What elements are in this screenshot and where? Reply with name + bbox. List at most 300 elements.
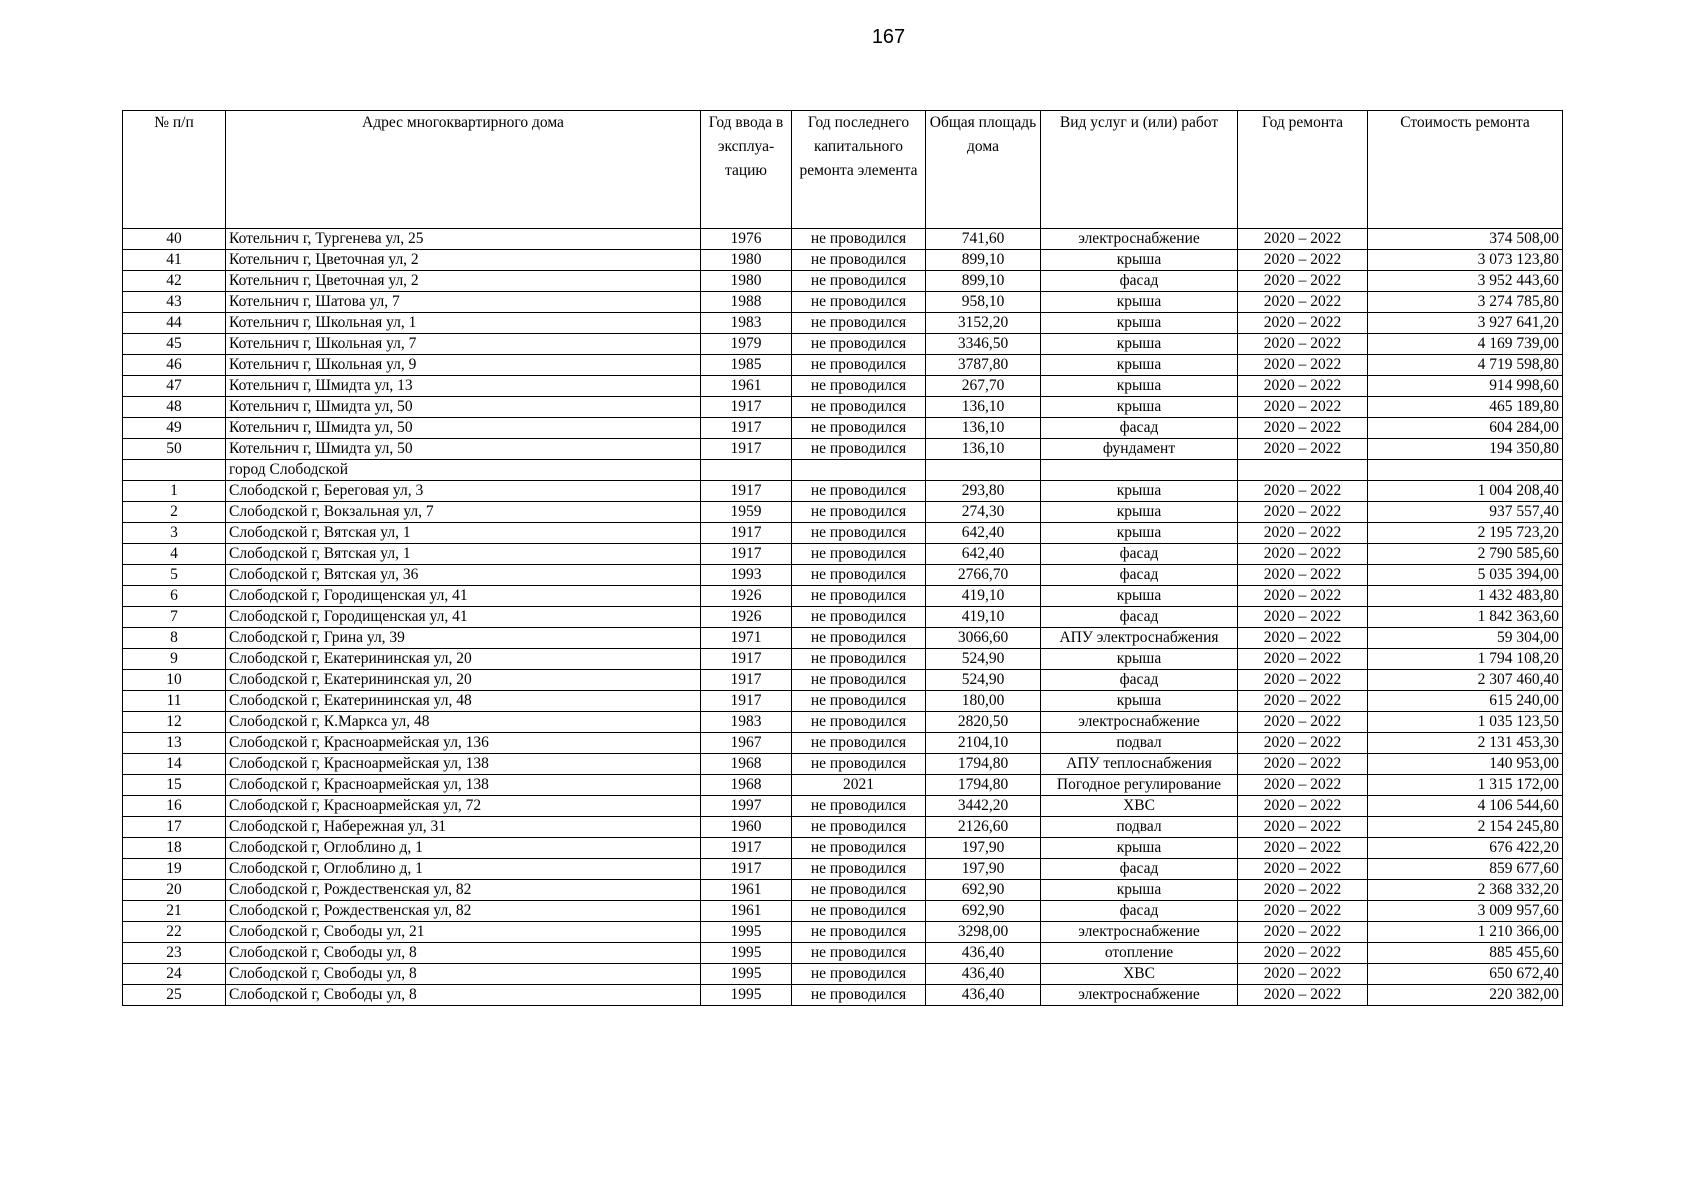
cell-num: 2 bbox=[123, 502, 226, 523]
cell-service: крыша bbox=[1041, 397, 1238, 418]
cell-address: Котельнич г, Шатова ул, 7 bbox=[226, 292, 701, 313]
cell-area: 642,40 bbox=[926, 523, 1041, 544]
cell-cost: 3 952 443,60 bbox=[1368, 271, 1563, 292]
header-address: Адрес многоквартирного дома bbox=[226, 111, 701, 229]
cell-area: 2126,60 bbox=[926, 817, 1041, 838]
cell-repair-year: 2020 – 2022 bbox=[1238, 586, 1368, 607]
cell-last-repair: не проводился bbox=[792, 481, 926, 502]
cell-repair-year: 2020 – 2022 bbox=[1238, 796, 1368, 817]
cell-service: электроснабжение bbox=[1041, 922, 1238, 943]
cell-address: Слободской г, Екатерининская ул, 20 bbox=[226, 670, 701, 691]
cell-service: подвал bbox=[1041, 817, 1238, 838]
cell-year-built: 1976 bbox=[701, 229, 792, 250]
page-number: 167 bbox=[871, 26, 906, 48]
table-row bbox=[123, 985, 1563, 1006]
cell-last-repair: не проводился bbox=[792, 250, 926, 271]
cell-address: Котельнич г, Школьная ул, 7 bbox=[226, 334, 701, 355]
cell-cost: 937 557,40 bbox=[1368, 502, 1563, 523]
cell-service: электроснабжение bbox=[1041, 712, 1238, 733]
table-row bbox=[123, 964, 1563, 985]
cell-num: 50 bbox=[123, 439, 226, 460]
cell-service: крыша bbox=[1041, 691, 1238, 712]
cell-repair-year: 2020 – 2022 bbox=[1238, 418, 1368, 439]
cell-cost: 140 953,00 bbox=[1368, 754, 1563, 775]
cell-year-built: 1979 bbox=[701, 334, 792, 355]
cell-year-built: 1917 bbox=[701, 418, 792, 439]
section-header bbox=[123, 460, 1563, 481]
cell-num: 45 bbox=[123, 334, 226, 355]
cell-year-built: 1926 bbox=[701, 607, 792, 628]
header-num: № п/п bbox=[123, 111, 226, 229]
cell-last-repair: не проводился bbox=[792, 649, 926, 670]
table-row bbox=[123, 607, 1563, 628]
table-row bbox=[123, 712, 1563, 733]
cell-year-built: 1917 bbox=[701, 670, 792, 691]
cell-last-repair: не проводился bbox=[792, 712, 926, 733]
cell-area: 3346,50 bbox=[926, 334, 1041, 355]
cell-service: крыша bbox=[1041, 502, 1238, 523]
cell-service: фасад bbox=[1041, 565, 1238, 586]
cell-area: 274,30 bbox=[926, 502, 1041, 523]
cell-service: крыша bbox=[1041, 334, 1238, 355]
cell-cost: 4 169 739,00 bbox=[1368, 334, 1563, 355]
cell-last-repair: не проводился bbox=[792, 880, 926, 901]
cell-cost: 1 210 366,00 bbox=[1368, 922, 1563, 943]
cell-cost: 4 106 544,60 bbox=[1368, 796, 1563, 817]
cell-num: 16 bbox=[123, 796, 226, 817]
cell-num: 9 bbox=[123, 649, 226, 670]
cell-area: 692,90 bbox=[926, 880, 1041, 901]
cell-address: Котельнич г, Цветочная ул, 2 bbox=[226, 250, 701, 271]
cell-num: 7 bbox=[123, 607, 226, 628]
cell-service: фасад bbox=[1041, 544, 1238, 565]
cell-last-repair: не проводился bbox=[792, 859, 926, 880]
cell-repair-year: 2020 – 2022 bbox=[1238, 439, 1368, 460]
cell-year-built: 1988 bbox=[701, 292, 792, 313]
cell-address: Слободской г, Свободы ул, 21 bbox=[226, 922, 701, 943]
cell-last-repair: не проводился bbox=[792, 607, 926, 628]
cell-area: 267,70 bbox=[926, 376, 1041, 397]
cell-address: Слободской г, Рождественская ул, 82 bbox=[226, 880, 701, 901]
cell-cost: 2 195 723,20 bbox=[1368, 523, 1563, 544]
cell-year-built: 1917 bbox=[701, 691, 792, 712]
cell-address: Слободской г, К.Маркса ул, 48 bbox=[226, 712, 701, 733]
cell-service: крыша bbox=[1041, 880, 1238, 901]
cell-num: 17 bbox=[123, 817, 226, 838]
cell-repair-year: 2020 – 2022 bbox=[1238, 334, 1368, 355]
cell-area: 419,10 bbox=[926, 586, 1041, 607]
cell-service: фасад bbox=[1041, 271, 1238, 292]
cell-year-built: 1961 bbox=[701, 376, 792, 397]
cell-cost: 650 672,40 bbox=[1368, 964, 1563, 985]
cell-year-built: 1961 bbox=[701, 880, 792, 901]
section-row bbox=[123, 460, 1563, 481]
table-row bbox=[123, 271, 1563, 292]
cell-service: АПУ теплоснабжения bbox=[1041, 754, 1238, 775]
cell-last-repair: не проводился bbox=[792, 376, 926, 397]
cell-area: 741,60 bbox=[926, 229, 1041, 250]
cell-area: 642,40 bbox=[926, 544, 1041, 565]
cell-last-repair: не проводился bbox=[792, 691, 926, 712]
cell-year-built: 1960 bbox=[701, 817, 792, 838]
table-row bbox=[123, 796, 1563, 817]
header-service: Вид услуг и (или) работ bbox=[1041, 111, 1238, 229]
cell-address: Слободской г, Вятская ул, 1 bbox=[226, 523, 701, 544]
cell-area: 3787,80 bbox=[926, 355, 1041, 376]
cell-service: крыша bbox=[1041, 292, 1238, 313]
cell-repair-year: 2020 – 2022 bbox=[1238, 964, 1368, 985]
cell-service: ХВС bbox=[1041, 964, 1238, 985]
cell-num: 14 bbox=[123, 754, 226, 775]
table-row bbox=[123, 313, 1563, 334]
cell-year-built: 1917 bbox=[701, 649, 792, 670]
cell-year-built: 1968 bbox=[701, 775, 792, 796]
cell-area: 2766,70 bbox=[926, 565, 1041, 586]
cell-cost: 2 131 453,30 bbox=[1368, 733, 1563, 754]
cell-address: Слободской г, Красноармейская ул, 138 bbox=[226, 754, 701, 775]
cell-year-built: 1995 bbox=[701, 964, 792, 985]
cell-repair-year: 2020 – 2022 bbox=[1238, 985, 1368, 1006]
cell-repair-year: 2020 – 2022 bbox=[1238, 397, 1368, 418]
table-row bbox=[123, 229, 1563, 250]
table-header-row bbox=[123, 111, 1563, 229]
table-row bbox=[123, 292, 1563, 313]
cell-last-repair: не проводился bbox=[792, 544, 926, 565]
cell-repair-year: 2020 – 2022 bbox=[1238, 502, 1368, 523]
cell-num: 6 bbox=[123, 586, 226, 607]
cell-area: 524,90 bbox=[926, 649, 1041, 670]
cell-area: 1794,80 bbox=[926, 775, 1041, 796]
table-row bbox=[123, 376, 1563, 397]
cell-num: 12 bbox=[123, 712, 226, 733]
cell-repair-year: 2020 – 2022 bbox=[1238, 355, 1368, 376]
table-row bbox=[123, 565, 1563, 586]
cell-repair-year: 2020 – 2022 bbox=[1238, 292, 1368, 313]
cell-num: 4 bbox=[123, 544, 226, 565]
cell-cost: 2 368 332,20 bbox=[1368, 880, 1563, 901]
cell-area: 524,90 bbox=[926, 670, 1041, 691]
cell-repair-year: 2020 – 2022 bbox=[1238, 691, 1368, 712]
cell-address: Слободской г, Красноармейская ул, 138 bbox=[226, 775, 701, 796]
cell-cost: 615 240,00 bbox=[1368, 691, 1563, 712]
cell-last-repair: не проводился bbox=[792, 439, 926, 460]
cell-cost: 676 422,20 bbox=[1368, 838, 1563, 859]
table-row bbox=[123, 775, 1563, 796]
cell-repair-year: 2020 – 2022 bbox=[1238, 817, 1368, 838]
cell-area: 2820,50 bbox=[926, 712, 1041, 733]
cell-service: фасад bbox=[1041, 670, 1238, 691]
cell-num: 8 bbox=[123, 628, 226, 649]
cell-num: 49 bbox=[123, 418, 226, 439]
cell-year-built: 1983 bbox=[701, 712, 792, 733]
table-row bbox=[123, 418, 1563, 439]
cell-num: 19 bbox=[123, 859, 226, 880]
cell-area: 436,40 bbox=[926, 985, 1041, 1006]
cell-cost: 914 998,60 bbox=[1368, 376, 1563, 397]
header-area: Общая площадь дома bbox=[926, 111, 1041, 229]
header-repair-year: Год ремонта bbox=[1238, 111, 1368, 229]
table-row bbox=[123, 880, 1563, 901]
cell-num: 10 bbox=[123, 670, 226, 691]
table-row bbox=[123, 586, 1563, 607]
cell-last-repair: не проводился bbox=[792, 838, 926, 859]
cell-service: фасад bbox=[1041, 607, 1238, 628]
cell-repair-year: 2020 – 2022 bbox=[1238, 775, 1368, 796]
cell-last-repair: не проводился bbox=[792, 586, 926, 607]
cell-service: отопление bbox=[1041, 943, 1238, 964]
cell-address: Слободской г, Свободы ул, 8 bbox=[226, 964, 701, 985]
cell-address: Слободской г, Свободы ул, 8 bbox=[226, 943, 701, 964]
cell-service: фасад bbox=[1041, 418, 1238, 439]
cell-cost: 1 432 483,80 bbox=[1368, 586, 1563, 607]
cell-service: фасад bbox=[1041, 859, 1238, 880]
cell-address: Слободской г, Екатерининская ул, 20 bbox=[226, 649, 701, 670]
cell-area: 136,10 bbox=[926, 439, 1041, 460]
cell-last-repair: не проводился bbox=[792, 523, 926, 544]
cell-cost: 220 382,00 bbox=[1368, 985, 1563, 1006]
cell-service: фасад bbox=[1041, 901, 1238, 922]
table-row bbox=[123, 901, 1563, 922]
cell-area: 136,10 bbox=[926, 418, 1041, 439]
cell-num: 25 bbox=[123, 985, 226, 1006]
cell-area: 419,10 bbox=[926, 607, 1041, 628]
cell-address: Слободской г, Красноармейская ул, 136 bbox=[226, 733, 701, 754]
table-row bbox=[123, 733, 1563, 754]
cell-num: 18 bbox=[123, 838, 226, 859]
cell-area: 197,90 bbox=[926, 838, 1041, 859]
cell-year-built: 1967 bbox=[701, 733, 792, 754]
cell-year-built: 1917 bbox=[701, 838, 792, 859]
cell-last-repair: не проводился bbox=[792, 964, 926, 985]
cell-address: Котельнич г, Шмидта ул, 50 bbox=[226, 418, 701, 439]
cell-year-built: 1980 bbox=[701, 271, 792, 292]
cell-cost: 3 073 123,80 bbox=[1368, 250, 1563, 271]
cell-repair-year: 2020 – 2022 bbox=[1238, 901, 1368, 922]
cell-service: крыша bbox=[1041, 586, 1238, 607]
cell-address: Слободской г, Екатерининская ул, 48 bbox=[226, 691, 701, 712]
cell-repair-year: 2020 – 2022 bbox=[1238, 712, 1368, 733]
cell-address: Слободской г, Городищенская ул, 41 bbox=[226, 607, 701, 628]
cell-area: 136,10 bbox=[926, 397, 1041, 418]
cell-address: Слободской г, Рождественская ул, 82 bbox=[226, 901, 701, 922]
cell-cost: 1 315 172,00 bbox=[1368, 775, 1563, 796]
cell-area: 958,10 bbox=[926, 292, 1041, 313]
cell-last-repair: не проводился bbox=[792, 502, 926, 523]
cell-num: 44 bbox=[123, 313, 226, 334]
table-row bbox=[123, 250, 1563, 271]
cell-num: 40 bbox=[123, 229, 226, 250]
table-row bbox=[123, 439, 1563, 460]
cell-repair-year: 2020 – 2022 bbox=[1238, 922, 1368, 943]
cell-num: 23 bbox=[123, 943, 226, 964]
cell-address: Слободской г, Городищенская ул, 41 bbox=[226, 586, 701, 607]
cell-area: 2104,10 bbox=[926, 733, 1041, 754]
cell-last-repair: не проводился bbox=[792, 922, 926, 943]
cell-last-repair: не проводился bbox=[792, 985, 926, 1006]
cell-address: Котельнич г, Шмидта ул, 50 bbox=[226, 397, 701, 418]
cell-repair-year: 2020 – 2022 bbox=[1238, 523, 1368, 544]
cell-area: 436,40 bbox=[926, 943, 1041, 964]
cell-cost: 859 677,60 bbox=[1368, 859, 1563, 880]
cell-cost: 5 035 394,00 bbox=[1368, 565, 1563, 586]
cell-last-repair: не проводился bbox=[792, 418, 926, 439]
cell-year-built: 1995 bbox=[701, 922, 792, 943]
cell-year-built: 1959 bbox=[701, 502, 792, 523]
cell-repair-year: 2020 – 2022 bbox=[1238, 376, 1368, 397]
cell-address: Слободской г, Вятская ул, 36 bbox=[226, 565, 701, 586]
cell-repair-year: 2020 – 2022 bbox=[1238, 607, 1368, 628]
cell-last-repair: не проводился bbox=[792, 565, 926, 586]
cell-year-built: 1917 bbox=[701, 481, 792, 502]
cell-service: электроснабжение bbox=[1041, 985, 1238, 1006]
cell-repair-year: 2020 – 2022 bbox=[1238, 649, 1368, 670]
cell-address: Слободской г, Грина ул, 39 bbox=[226, 628, 701, 649]
cell-service: крыша bbox=[1041, 481, 1238, 502]
header-year-built: Год ввода в эксплуа-тацию bbox=[701, 111, 792, 229]
cell-service: Погодное регулирование bbox=[1041, 775, 1238, 796]
cell-cost: 194 350,80 bbox=[1368, 439, 1563, 460]
cell-num: 15 bbox=[123, 775, 226, 796]
cell-num: 22 bbox=[123, 922, 226, 943]
cell-num: 47 bbox=[123, 376, 226, 397]
cell-num: 13 bbox=[123, 733, 226, 754]
cell-area: 3298,00 bbox=[926, 922, 1041, 943]
cell-cost: 59 304,00 bbox=[1368, 628, 1563, 649]
cell-address: Котельнич г, Тургенева ул, 25 bbox=[226, 229, 701, 250]
cell-cost: 1 004 208,40 bbox=[1368, 481, 1563, 502]
cell-address: Котельнич г, Шмидта ул, 13 bbox=[226, 376, 701, 397]
cell-last-repair: не проводился bbox=[792, 733, 926, 754]
cell-area: 3066,60 bbox=[926, 628, 1041, 649]
cell-address: Слободской г, Свободы ул, 8 bbox=[226, 985, 701, 1006]
cell-cost: 374 508,00 bbox=[1368, 229, 1563, 250]
cell-service: крыша bbox=[1041, 355, 1238, 376]
cell-last-repair: не проводился bbox=[792, 334, 926, 355]
cell-year-built: 1995 bbox=[701, 985, 792, 1006]
cell-repair-year: 2020 – 2022 bbox=[1238, 733, 1368, 754]
repair-table bbox=[122, 110, 1563, 1006]
cell-cost: 1 842 363,60 bbox=[1368, 607, 1563, 628]
cell-area: 293,80 bbox=[926, 481, 1041, 502]
cell-repair-year: 2020 – 2022 bbox=[1238, 313, 1368, 334]
cell-address: Слободской г, Оглоблино д, 1 bbox=[226, 859, 701, 880]
cell-year-built: 1971 bbox=[701, 628, 792, 649]
cell-repair-year: 2020 – 2022 bbox=[1238, 229, 1368, 250]
cell-last-repair: не проводился bbox=[792, 271, 926, 292]
cell-last-repair: не проводился bbox=[792, 229, 926, 250]
cell-last-repair: не проводился bbox=[792, 628, 926, 649]
cell-cost: 885 455,60 bbox=[1368, 943, 1563, 964]
cell-year-built: 1917 bbox=[701, 523, 792, 544]
cell-num: 5 bbox=[123, 565, 226, 586]
cell-service: крыша bbox=[1041, 649, 1238, 670]
cell-year-built: 1961 bbox=[701, 901, 792, 922]
cell-area: 899,10 bbox=[926, 250, 1041, 271]
cell-address: Котельнич г, Школьная ул, 9 bbox=[226, 355, 701, 376]
cell-last-repair: не проводился bbox=[792, 670, 926, 691]
cell-year-built: 1997 bbox=[701, 796, 792, 817]
table-row bbox=[123, 670, 1563, 691]
cell-service: фундамент bbox=[1041, 439, 1238, 460]
cell-last-repair: не проводился bbox=[792, 397, 926, 418]
table-row bbox=[123, 355, 1563, 376]
cell-num: 46 bbox=[123, 355, 226, 376]
cell-year-built: 1968 bbox=[701, 754, 792, 775]
cell-cost: 3 009 957,60 bbox=[1368, 901, 1563, 922]
table-row bbox=[123, 922, 1563, 943]
cell-repair-year: 2020 – 2022 bbox=[1238, 481, 1368, 502]
cell-last-repair: не проводился bbox=[792, 292, 926, 313]
cell-service: крыша bbox=[1041, 838, 1238, 859]
cell-repair-year: 2020 – 2022 bbox=[1238, 565, 1368, 586]
cell-last-repair: не проводился bbox=[792, 943, 926, 964]
table-row bbox=[123, 628, 1563, 649]
cell-address: Слободской г, Береговая ул, 3 bbox=[226, 481, 701, 502]
table-body-kotelnich bbox=[123, 229, 1563, 460]
cell-area: 197,90 bbox=[926, 859, 1041, 880]
cell-repair-year: 2020 – 2022 bbox=[1238, 544, 1368, 565]
cell-repair-year: 2020 – 2022 bbox=[1238, 943, 1368, 964]
table-row bbox=[123, 649, 1563, 670]
cell-cost: 604 284,00 bbox=[1368, 418, 1563, 439]
cell-repair-year: 2020 – 2022 bbox=[1238, 670, 1368, 691]
cell-last-repair: не проводился bbox=[792, 754, 926, 775]
cell-cost: 1 794 108,20 bbox=[1368, 649, 1563, 670]
cell-repair-year: 2020 – 2022 bbox=[1238, 628, 1368, 649]
cell-repair-year: 2020 – 2022 bbox=[1238, 838, 1368, 859]
cell-last-repair: не проводился bbox=[792, 796, 926, 817]
cell-num: 24 bbox=[123, 964, 226, 985]
table-row bbox=[123, 502, 1563, 523]
cell-year-built: 1917 bbox=[701, 397, 792, 418]
cell-cost: 3 274 785,80 bbox=[1368, 292, 1563, 313]
cell-address: Слободской г, Вятская ул, 1 bbox=[226, 544, 701, 565]
cell-service: крыша bbox=[1041, 313, 1238, 334]
cell-address: Котельнич г, Цветочная ул, 2 bbox=[226, 271, 701, 292]
cell-num: 43 bbox=[123, 292, 226, 313]
cell-last-repair: 2021 bbox=[792, 775, 926, 796]
cell-address: Котельнич г, Шмидта ул, 50 bbox=[226, 439, 701, 460]
cell-last-repair: не проводился bbox=[792, 355, 926, 376]
cell-num: 48 bbox=[123, 397, 226, 418]
section-title: город Слободской bbox=[226, 460, 701, 481]
cell-year-built: 1917 bbox=[701, 859, 792, 880]
cell-address: Слободской г, Красноармейская ул, 72 bbox=[226, 796, 701, 817]
cell-address: Котельнич г, Школьная ул, 1 bbox=[226, 313, 701, 334]
cell-service: крыша bbox=[1041, 250, 1238, 271]
cell-year-built: 1917 bbox=[701, 439, 792, 460]
table-row bbox=[123, 544, 1563, 565]
table-row bbox=[123, 943, 1563, 964]
cell-num: 20 bbox=[123, 880, 226, 901]
cell-year-built: 1917 bbox=[701, 544, 792, 565]
cell-num: 1 bbox=[123, 481, 226, 502]
cell-area: 1794,80 bbox=[926, 754, 1041, 775]
cell-year-built: 1926 bbox=[701, 586, 792, 607]
table-row bbox=[123, 859, 1563, 880]
table-row bbox=[123, 754, 1563, 775]
cell-year-built: 1993 bbox=[701, 565, 792, 586]
cell-cost: 4 719 598,80 bbox=[1368, 355, 1563, 376]
cell-last-repair: не проводился bbox=[792, 817, 926, 838]
cell-num: 42 bbox=[123, 271, 226, 292]
cell-repair-year: 2020 – 2022 bbox=[1238, 859, 1368, 880]
cell-repair-year: 2020 – 2022 bbox=[1238, 250, 1368, 271]
cell-cost: 3 927 641,20 bbox=[1368, 313, 1563, 334]
table-row bbox=[123, 817, 1563, 838]
table-row bbox=[123, 523, 1563, 544]
cell-area: 180,00 bbox=[926, 691, 1041, 712]
